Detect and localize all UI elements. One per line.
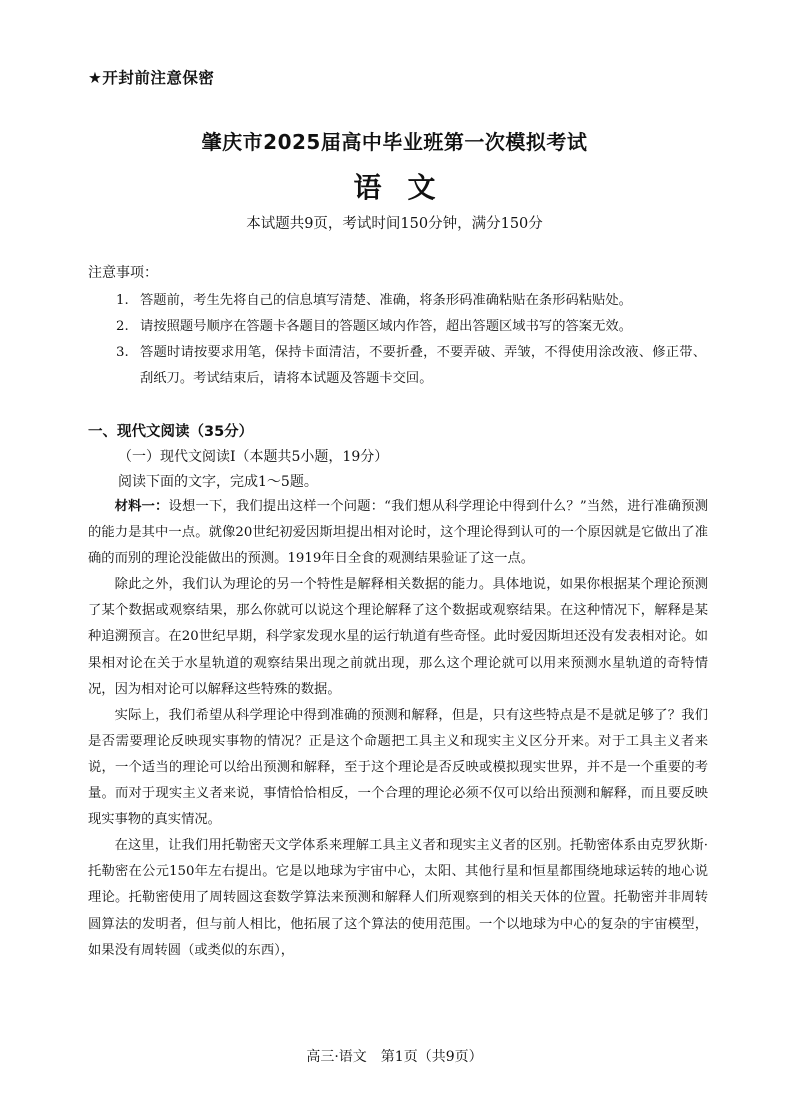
page-footer: 高三·语文 第1页（共9页）: [306, 1049, 483, 1065]
notes-list: [116, 288, 706, 392]
note-item: [116, 314, 706, 340]
note-number: 3.: [116, 345, 129, 360]
notes-title: 注意事项：: [88, 265, 158, 281]
note-number: 1.: [116, 293, 129, 308]
passage-paragraph: 实际上，我们希望从科学理论中得到准确的预测和解释，但是，只有这些特点是不是就足够了？我们是否需要理论反映现实事物的情况？正是这个命题把工具主义和现实主义区分开来。对于工具主义者来说，一个适当的理论可以给出预测和解释，至于这个理论是否反映或模拟现实世界，并不是一个重要的考量。而对于现实主义者来说，事情恰恰相反，一个合理的理论必须不仅可以给出预测和解释，而且要反映现实事物的真实情况。: [88, 707, 708, 828]
section-title: 一、现代文阅读（35分）: [88, 424, 254, 440]
passage-paragraph: 在这里，让我们用托勒密天文学体系来理解工具主义者和现实主义者的区别。托勒密体系由克罗狄斯·托勒密在公元150年左右提出。它是以地球为宇宙中心，太阳、其他行星和恒星都围绕地球运转的地心说理论。托勒密使用了周转圆这套数学算法来预测和解释人们所观察到的相关天体的位置。托勒密并非周转圆算法的发明者，但与前人相比，他拓展了这个算法的使用范围。一个以地球为中心的复杂的宇宙模型，如果没有周转圆（或类似的东西），: [88, 838, 708, 958]
confidential-notice: ★开封前注意保密: [88, 69, 215, 87]
subsection-title: （一）现代文阅读Ⅰ（本题共5小题，19分）: [118, 449, 389, 465]
note-item: [116, 288, 706, 314]
note-text: 答题前，考生先将自己的信息填写清楚、准确，将条形码准确粘贴在条形码粘贴处。: [140, 293, 632, 308]
note-item: [116, 340, 706, 392]
exam-title: 肇庆市2025届高中毕业班第一次模拟考试: [201, 130, 588, 154]
exam-info: 本试题共9页，考试时间150分钟，满分150分: [246, 216, 543, 232]
passage: [88, 494, 708, 964]
subject-title: 语文: [353, 171, 462, 204]
reading-instruction: 阅读下面的文字，完成1～5题。: [118, 474, 318, 490]
passage-paragraph: [88, 494, 708, 572]
passage-paragraph: 除此之外，我们认为理论的另一个特性是解释相关数据的能力。具体地说，如果你根据某个理论预测了某个数据或观察结果，那么你就可以说这个理论解释了这个数据或观察结果。在这种情况下，解释是某种追溯预言。在20世纪早期，科学家发现水星的运行轨道有些奇怪。此时爱因斯坦还没有发表相对论。如果相对论在关于水星轨道的观察结果出现之前就出现，那么这个理论就可以用来预测水星轨道的奇特情况，因为相对论可以解释这些特殊的数据。: [88, 577, 708, 697]
material-label: 材料一：: [114, 499, 169, 514]
note-text: 答题时请按要求用笔，保持卡面清洁，不要折叠，不要弄破、弄皱，不得使用涂改液、修正带、刮纸刀。考试结束后，请将本试题及答题卡交回。: [140, 345, 706, 386]
note-number: 2.: [116, 319, 129, 334]
note-text: 请按照题号顺序在答题卡各题目的答题区域内作答，超出答题区域书写的答案无效。: [140, 319, 632, 334]
paragraph-text: 设想一下，我们提出这样一个问题：“我们想从科学理论中得到什么？”当然，进行准确预测的能力是其中一点。就像20世纪初爱因斯坦提出相对论时，这个理论得到认可的一个原因就是它做出了准确的而别的理论没能做出的预测。1919年日全食的观测结果验证了这一点。: [88, 499, 708, 567]
